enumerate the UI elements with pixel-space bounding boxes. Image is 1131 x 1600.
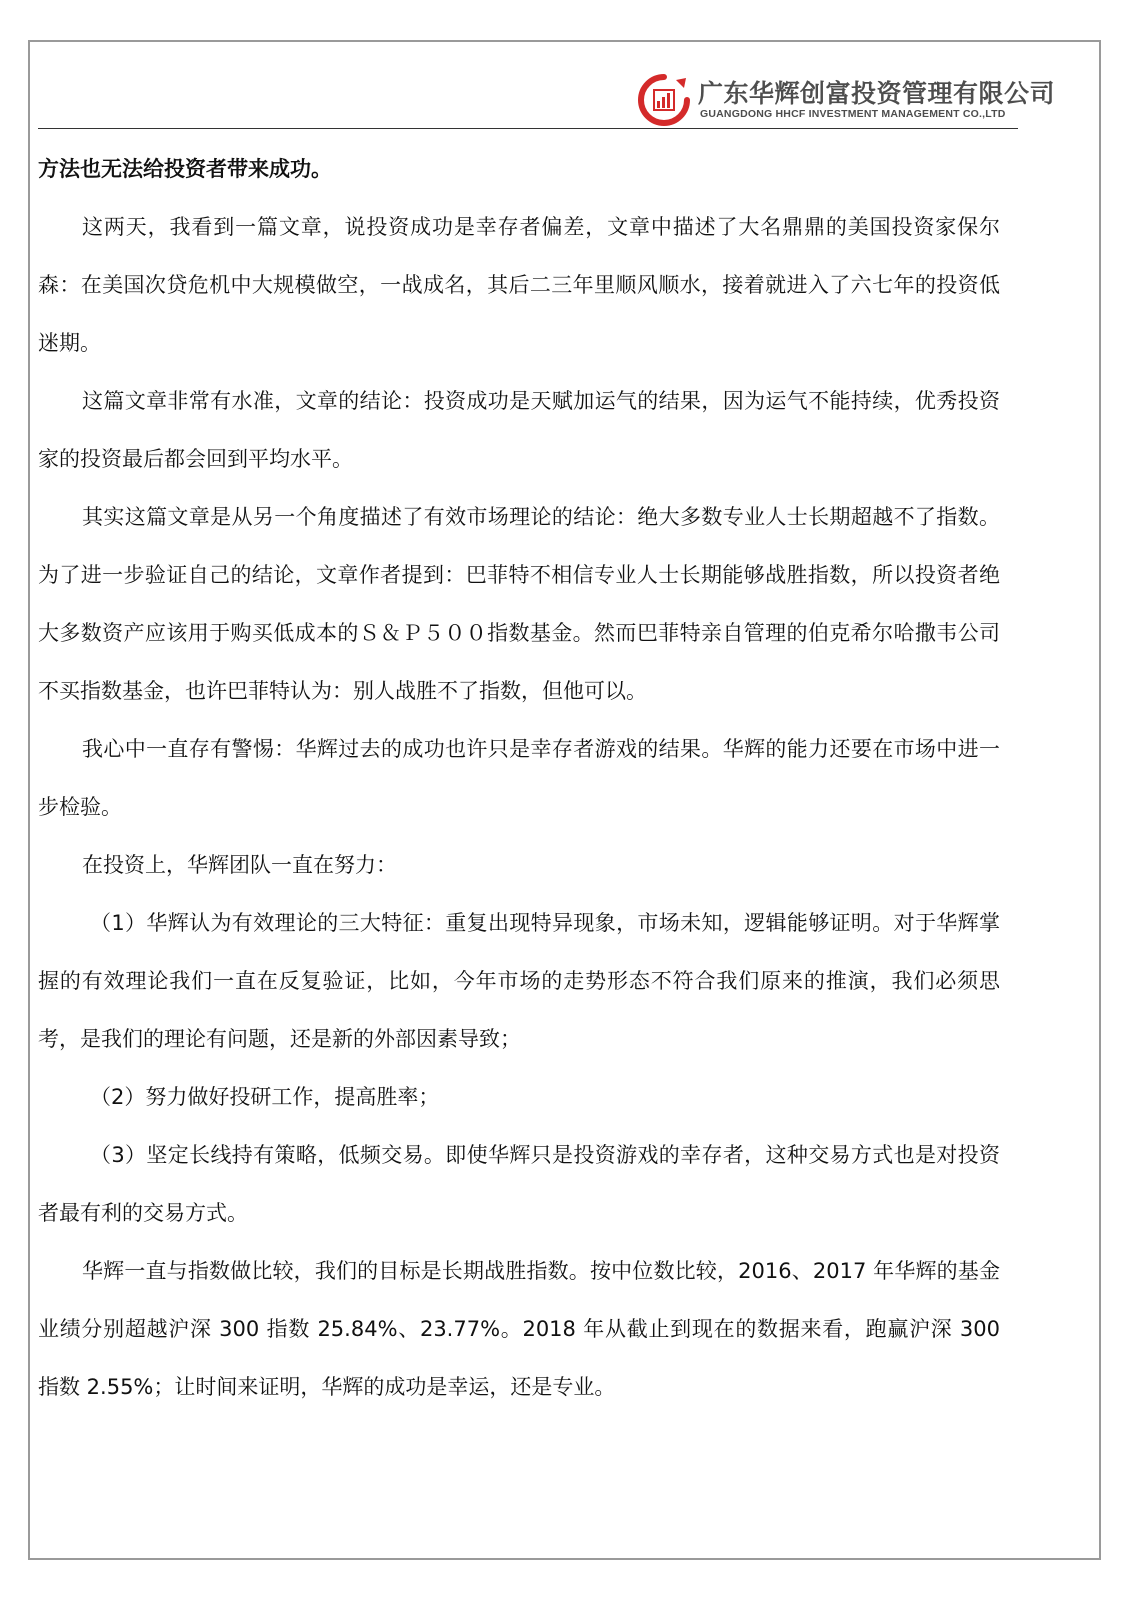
letterhead (38, 70, 1056, 130)
list-item: （2）努力做好投研工作，提高胜率； (90, 1085, 440, 1109)
paragraph: 我心中一直存有警惕：华辉过去的成功也许只是幸存者游戏的结果。华辉的能力还要在市场中进一步检验。 (38, 737, 1000, 819)
company-logo-icon (638, 74, 690, 126)
company-name-cn: 广东华辉创富投资管理有限公司 (698, 79, 1056, 108)
paragraph: 在投资上，华辉团队一直在努力： (82, 853, 397, 877)
paragraph: 华辉一直与指数做比较，我们的目标是长期战胜指数。按中位数比较，2016、2017 年华辉的基金业绩分别超越沪深 300 指数 25.84%、23.77%。2018 年从截止到现在的数据来看，跑赢沪深 300 指数 2.55%；让时间来证明，华辉的成功是幸运，还是专业。 (38, 1259, 1000, 1399)
list-item: （3）坚定长线持有策略，低频交易。即使华辉只是投资游戏的幸存者，这种交易方式也是对投资者最有利的交易方式。 (38, 1143, 1000, 1225)
header-divider (38, 128, 1018, 129)
lead-paragraph: 方法也无法给投资者带来成功。 (38, 157, 332, 181)
paragraph: 这篇文章非常有水准，文章的结论：投资成功是天赋加运气的结果，因为运气不能持续，优秀投资家的投资最后都会回到平均水平。 (38, 389, 1000, 471)
paragraph: 这两天，我看到一篇文章，说投资成功是幸存者偏差，文章中描述了大名鼎鼎的美国投资家保尔森：在美国次贷危机中大规模做空，一战成名，其后二三年里顺风顺水，接着就进入了六七年的投资低迷期。 (38, 215, 1000, 355)
list-item: （1）华辉认为有效理论的三大特征：重复出现特异现象，市场未知，逻辑能够证明。对于华辉掌握的有效理论我们一直在反复验证，比如，今年市场的走势形态不符合我们原来的推演，我们必须思考，是我们的理论有问题，还是新的外部因素导致； (38, 911, 1000, 1051)
company-name-en: GUANGDONG HHCF INVESTMENT MANAGEMENT CO.,LTD (700, 108, 1006, 120)
article-body (38, 140, 1000, 1416)
paragraph: 其实这篇文章是从另一个角度描述了有效市场理论的结论：绝大多数专业人士长期超越不了指数。为了进一步验证自己的结论，文章作者提到：巴菲特不相信专业人士长期能够战胜指数，所以投资者绝大多数资产应该用于购买低成本的Ｓ＆Ｐ５００指数基金。然而巴菲特亲自管理的伯克希尔哈撒韦公司不买指数基金，也许巴菲特认为：别人战胜不了指数，但他可以。 (38, 505, 1000, 703)
